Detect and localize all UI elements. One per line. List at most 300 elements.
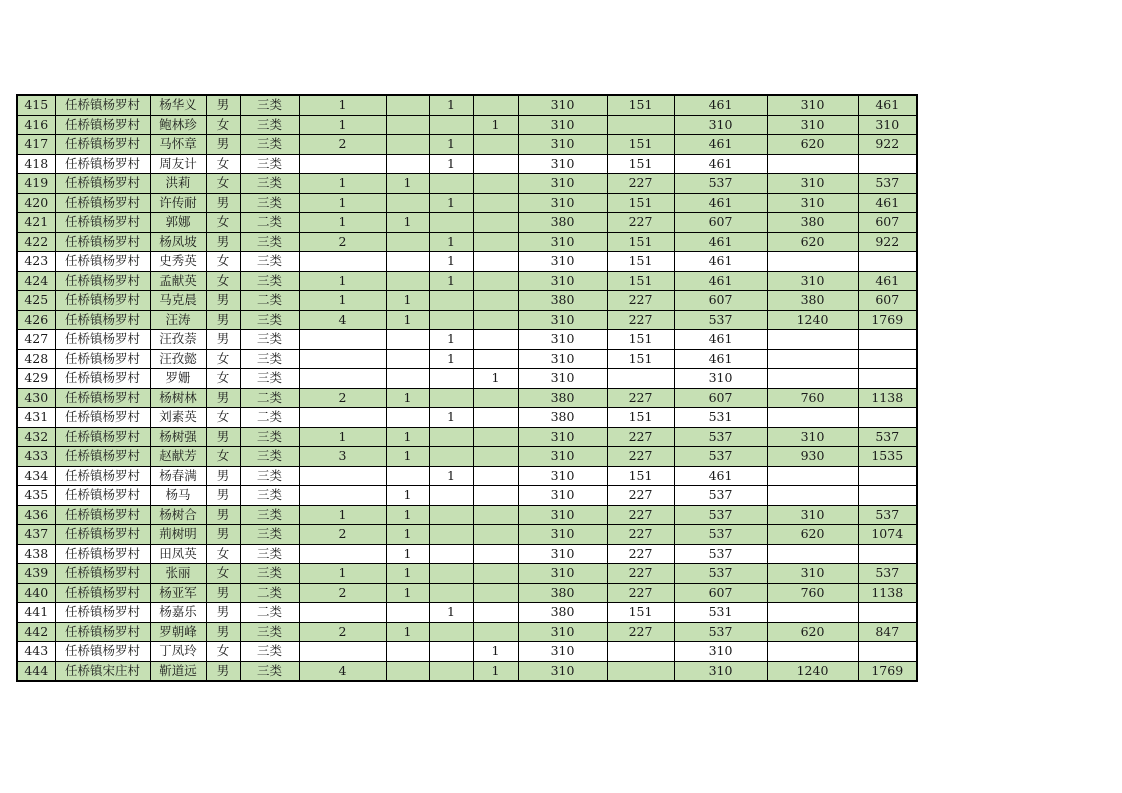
count-col8-cell[interactable]: 1 (429, 349, 473, 369)
amount-col14-cell[interactable]: 537 (858, 174, 917, 194)
count-col6-cell[interactable]: 3 (299, 447, 386, 467)
count-col7-cell[interactable]: 1 (386, 174, 429, 194)
amount-col10-cell[interactable]: 310 (518, 427, 607, 447)
count-col9-cell[interactable] (473, 622, 518, 642)
amount-col14-cell[interactable] (858, 544, 917, 564)
amount-col11-cell[interactable] (607, 369, 674, 389)
name-cell[interactable]: 荊树明 (150, 525, 206, 545)
name-cell[interactable]: 赵献芳 (150, 447, 206, 467)
village-cell[interactable]: 任桥镇杨罗村 (55, 174, 150, 194)
village-cell[interactable]: 任桥镇杨罗村 (55, 466, 150, 486)
count-col6-cell[interactable] (299, 252, 386, 272)
village-cell[interactable]: 任桥镇杨罗村 (55, 135, 150, 155)
count-col9-cell[interactable] (473, 291, 518, 311)
amount-col13-cell[interactable]: 1240 (767, 661, 858, 681)
gender-cell[interactable]: 女 (206, 564, 240, 584)
amount-col14-cell[interactable]: 310 (858, 115, 917, 135)
amount-col10-cell[interactable]: 380 (518, 291, 607, 311)
count-col8-cell[interactable]: 1 (429, 95, 473, 115)
amount-col13-cell[interactable]: 310 (767, 271, 858, 291)
gender-cell[interactable]: 女 (206, 271, 240, 291)
amount-col10-cell[interactable]: 310 (518, 154, 607, 174)
count-col9-cell[interactable] (473, 486, 518, 506)
amount-col11-cell[interactable]: 151 (607, 135, 674, 155)
amount-col13-cell[interactable]: 620 (767, 135, 858, 155)
category-cell[interactable]: 二类 (240, 213, 299, 233)
amount-col10-cell[interactable]: 310 (518, 330, 607, 350)
name-cell[interactable]: 汪孜懿 (150, 349, 206, 369)
category-cell[interactable]: 三类 (240, 154, 299, 174)
gender-cell[interactable]: 男 (206, 486, 240, 506)
count-col6-cell[interactable] (299, 603, 386, 623)
amount-col10-cell[interactable]: 310 (518, 486, 607, 506)
count-col7-cell[interactable] (386, 466, 429, 486)
count-col6-cell[interactable]: 1 (299, 115, 386, 135)
amount-col12-cell[interactable]: 607 (674, 388, 767, 408)
name-cell[interactable]: 靳道远 (150, 661, 206, 681)
name-cell[interactable]: 杨嘉乐 (150, 603, 206, 623)
gender-cell[interactable]: 女 (206, 408, 240, 428)
count-col7-cell[interactable] (386, 252, 429, 272)
category-cell[interactable]: 三类 (240, 525, 299, 545)
category-cell[interactable]: 三类 (240, 564, 299, 584)
name-cell[interactable]: 汪孜萘 (150, 330, 206, 350)
count-col8-cell[interactable]: 1 (429, 252, 473, 272)
village-cell[interactable]: 任桥镇杨罗村 (55, 622, 150, 642)
amount-col12-cell[interactable]: 461 (674, 95, 767, 115)
amount-col10-cell[interactable]: 310 (518, 174, 607, 194)
amount-col13-cell[interactable]: 310 (767, 427, 858, 447)
amount-col11-cell[interactable]: 151 (607, 408, 674, 428)
count-col8-cell[interactable]: 1 (429, 603, 473, 623)
village-cell[interactable]: 任桥镇杨罗村 (55, 115, 150, 135)
count-col7-cell[interactable]: 1 (386, 505, 429, 525)
amount-col12-cell[interactable]: 607 (674, 291, 767, 311)
count-col9-cell[interactable] (473, 174, 518, 194)
count-col9-cell[interactable] (473, 135, 518, 155)
gender-cell[interactable]: 女 (206, 154, 240, 174)
amount-col13-cell[interactable] (767, 252, 858, 272)
count-col8-cell[interactable] (429, 310, 473, 330)
count-col8-cell[interactable] (429, 115, 473, 135)
gender-cell[interactable]: 男 (206, 193, 240, 213)
count-col9-cell[interactable] (473, 466, 518, 486)
amount-col12-cell[interactable]: 537 (674, 310, 767, 330)
village-cell[interactable]: 任桥镇杨罗村 (55, 447, 150, 467)
amount-col12-cell[interactable]: 607 (674, 583, 767, 603)
village-cell[interactable]: 任桥镇杨罗村 (55, 271, 150, 291)
amount-col10-cell[interactable]: 310 (518, 525, 607, 545)
count-col6-cell[interactable]: 1 (299, 271, 386, 291)
village-cell[interactable]: 任桥镇杨罗村 (55, 642, 150, 662)
amount-col10-cell[interactable]: 310 (518, 505, 607, 525)
amount-col11-cell[interactable]: 151 (607, 271, 674, 291)
amount-col14-cell[interactable]: 1769 (858, 310, 917, 330)
name-cell[interactable]: 史秀英 (150, 252, 206, 272)
amount-col11-cell[interactable]: 227 (607, 544, 674, 564)
amount-col14-cell[interactable]: 922 (858, 135, 917, 155)
amount-col11-cell[interactable]: 227 (607, 427, 674, 447)
name-cell[interactable]: 杨树强 (150, 427, 206, 447)
index-cell[interactable]: 439 (17, 564, 55, 584)
amount-col11-cell[interactable]: 151 (607, 330, 674, 350)
amount-col14-cell[interactable]: 1769 (858, 661, 917, 681)
amount-col13-cell[interactable] (767, 369, 858, 389)
village-cell[interactable]: 任桥镇杨罗村 (55, 213, 150, 233)
amount-col11-cell[interactable]: 227 (607, 310, 674, 330)
gender-cell[interactable]: 男 (206, 603, 240, 623)
count-col8-cell[interactable] (429, 291, 473, 311)
count-col8-cell[interactable] (429, 544, 473, 564)
gender-cell[interactable]: 女 (206, 213, 240, 233)
amount-col14-cell[interactable]: 847 (858, 622, 917, 642)
amount-col12-cell[interactable]: 461 (674, 252, 767, 272)
count-col6-cell[interactable] (299, 154, 386, 174)
name-cell[interactable]: 罗朝峰 (150, 622, 206, 642)
amount-col10-cell[interactable]: 380 (518, 603, 607, 623)
count-col7-cell[interactable] (386, 95, 429, 115)
count-col9-cell[interactable]: 1 (473, 369, 518, 389)
amount-col11-cell[interactable]: 151 (607, 232, 674, 252)
count-col9-cell[interactable] (473, 193, 518, 213)
amount-col14-cell[interactable]: 537 (858, 427, 917, 447)
name-cell[interactable]: 丁凤玲 (150, 642, 206, 662)
gender-cell[interactable]: 男 (206, 525, 240, 545)
category-cell[interactable]: 三类 (240, 642, 299, 662)
count-col8-cell[interactable] (429, 564, 473, 584)
amount-col14-cell[interactable]: 1138 (858, 583, 917, 603)
village-cell[interactable]: 任桥镇杨罗村 (55, 525, 150, 545)
category-cell[interactable]: 三类 (240, 622, 299, 642)
gender-cell[interactable]: 男 (206, 622, 240, 642)
gender-cell[interactable]: 女 (206, 447, 240, 467)
count-col8-cell[interactable]: 1 (429, 271, 473, 291)
count-col9-cell[interactable] (473, 525, 518, 545)
amount-col12-cell[interactable]: 461 (674, 271, 767, 291)
gender-cell[interactable]: 男 (206, 135, 240, 155)
gender-cell[interactable]: 女 (206, 115, 240, 135)
amount-col12-cell[interactable]: 531 (674, 603, 767, 623)
amount-col10-cell[interactable]: 310 (518, 622, 607, 642)
category-cell[interactable]: 二类 (240, 583, 299, 603)
gender-cell[interactable]: 女 (206, 252, 240, 272)
count-col7-cell[interactable] (386, 154, 429, 174)
index-cell[interactable]: 415 (17, 95, 55, 115)
index-cell[interactable]: 436 (17, 505, 55, 525)
amount-col14-cell[interactable] (858, 642, 917, 662)
amount-col13-cell[interactable]: 380 (767, 291, 858, 311)
count-col9-cell[interactable]: 1 (473, 642, 518, 662)
count-col7-cell[interactable]: 1 (386, 291, 429, 311)
name-cell[interactable]: 马克晨 (150, 291, 206, 311)
amount-col12-cell[interactable]: 537 (674, 174, 767, 194)
amount-col10-cell[interactable]: 310 (518, 135, 607, 155)
gender-cell[interactable]: 男 (206, 330, 240, 350)
category-cell[interactable]: 三类 (240, 369, 299, 389)
count-col8-cell[interactable] (429, 447, 473, 467)
amount-col13-cell[interactable]: 310 (767, 115, 858, 135)
count-col7-cell[interactable]: 1 (386, 622, 429, 642)
category-cell[interactable]: 三类 (240, 544, 299, 564)
category-cell[interactable]: 三类 (240, 271, 299, 291)
index-cell[interactable]: 431 (17, 408, 55, 428)
index-cell[interactable]: 421 (17, 213, 55, 233)
count-col9-cell[interactable] (473, 408, 518, 428)
amount-col13-cell[interactable] (767, 544, 858, 564)
amount-col13-cell[interactable] (767, 349, 858, 369)
count-col6-cell[interactable] (299, 544, 386, 564)
amount-col10-cell[interactable]: 310 (518, 252, 607, 272)
category-cell[interactable]: 三类 (240, 447, 299, 467)
count-col6-cell[interactable]: 1 (299, 427, 386, 447)
village-cell[interactable]: 任桥镇杨罗村 (55, 486, 150, 506)
amount-col10-cell[interactable]: 310 (518, 349, 607, 369)
count-col9-cell[interactable]: 1 (473, 115, 518, 135)
count-col6-cell[interactable]: 4 (299, 310, 386, 330)
amount-col12-cell[interactable]: 461 (674, 349, 767, 369)
index-cell[interactable]: 428 (17, 349, 55, 369)
amount-col10-cell[interactable]: 310 (518, 232, 607, 252)
count-col6-cell[interactable] (299, 349, 386, 369)
index-cell[interactable]: 437 (17, 525, 55, 545)
village-cell[interactable]: 任桥镇杨罗村 (55, 349, 150, 369)
count-col7-cell[interactable] (386, 115, 429, 135)
count-col8-cell[interactable] (429, 369, 473, 389)
count-col6-cell[interactable]: 1 (299, 193, 386, 213)
amount-col12-cell[interactable]: 461 (674, 466, 767, 486)
name-cell[interactable]: 杨树林 (150, 388, 206, 408)
count-col7-cell[interactable]: 1 (386, 447, 429, 467)
count-col7-cell[interactable] (386, 135, 429, 155)
amount-col14-cell[interactable] (858, 369, 917, 389)
amount-col13-cell[interactable]: 620 (767, 525, 858, 545)
count-col7-cell[interactable]: 1 (386, 213, 429, 233)
amount-col10-cell[interactable]: 310 (518, 661, 607, 681)
village-cell[interactable]: 任桥镇杨罗村 (55, 564, 150, 584)
count-col7-cell[interactable]: 1 (386, 388, 429, 408)
amount-col11-cell[interactable] (607, 115, 674, 135)
name-cell[interactable]: 田凤英 (150, 544, 206, 564)
count-col8-cell[interactable] (429, 583, 473, 603)
category-cell[interactable]: 二类 (240, 408, 299, 428)
amount-col12-cell[interactable]: 461 (674, 193, 767, 213)
category-cell[interactable]: 三类 (240, 486, 299, 506)
count-col6-cell[interactable]: 4 (299, 661, 386, 681)
amount-col13-cell[interactable]: 310 (767, 193, 858, 213)
count-col8-cell[interactable]: 1 (429, 135, 473, 155)
name-cell[interactable]: 洪莉 (150, 174, 206, 194)
category-cell[interactable]: 二类 (240, 388, 299, 408)
index-cell[interactable]: 418 (17, 154, 55, 174)
count-col7-cell[interactable]: 1 (386, 486, 429, 506)
count-col9-cell[interactable] (473, 213, 518, 233)
village-cell[interactable]: 任桥镇杨罗村 (55, 388, 150, 408)
count-col7-cell[interactable]: 1 (386, 525, 429, 545)
gender-cell[interactable]: 女 (206, 369, 240, 389)
count-col7-cell[interactable]: 1 (386, 544, 429, 564)
count-col6-cell[interactable]: 1 (299, 174, 386, 194)
category-cell[interactable]: 三类 (240, 232, 299, 252)
amount-col11-cell[interactable]: 227 (607, 525, 674, 545)
name-cell[interactable]: 周友计 (150, 154, 206, 174)
amount-col12-cell[interactable]: 310 (674, 369, 767, 389)
count-col6-cell[interactable]: 1 (299, 564, 386, 584)
amount-col14-cell[interactable]: 537 (858, 564, 917, 584)
amount-col13-cell[interactable]: 1240 (767, 310, 858, 330)
amount-col10-cell[interactable]: 310 (518, 95, 607, 115)
count-col9-cell[interactable] (473, 603, 518, 623)
count-col7-cell[interactable]: 1 (386, 310, 429, 330)
village-cell[interactable]: 任桥镇杨罗村 (55, 232, 150, 252)
amount-col10-cell[interactable]: 310 (518, 271, 607, 291)
count-col9-cell[interactable] (473, 505, 518, 525)
count-col7-cell[interactable]: 1 (386, 427, 429, 447)
village-cell[interactable]: 任桥镇杨罗村 (55, 252, 150, 272)
index-cell[interactable]: 433 (17, 447, 55, 467)
amount-col13-cell[interactable] (767, 154, 858, 174)
count-col8-cell[interactable]: 1 (429, 154, 473, 174)
category-cell[interactable]: 三类 (240, 135, 299, 155)
count-col6-cell[interactable] (299, 330, 386, 350)
amount-col10-cell[interactable]: 380 (518, 388, 607, 408)
count-col6-cell[interactable] (299, 466, 386, 486)
amount-col12-cell[interactable]: 461 (674, 232, 767, 252)
count-col9-cell[interactable] (473, 95, 518, 115)
amount-col12-cell[interactable]: 537 (674, 544, 767, 564)
village-cell[interactable]: 任桥镇杨罗村 (55, 154, 150, 174)
amount-col13-cell[interactable]: 760 (767, 583, 858, 603)
count-col6-cell[interactable] (299, 486, 386, 506)
count-col6-cell[interactable] (299, 642, 386, 662)
category-cell[interactable]: 二类 (240, 291, 299, 311)
amount-col11-cell[interactable] (607, 661, 674, 681)
count-col9-cell[interactable] (473, 232, 518, 252)
amount-col14-cell[interactable]: 461 (858, 271, 917, 291)
gender-cell[interactable]: 女 (206, 642, 240, 662)
category-cell[interactable]: 三类 (240, 115, 299, 135)
village-cell[interactable]: 任桥镇杨罗村 (55, 95, 150, 115)
amount-col11-cell[interactable]: 227 (607, 486, 674, 506)
index-cell[interactable]: 416 (17, 115, 55, 135)
amount-col14-cell[interactable] (858, 349, 917, 369)
count-col6-cell[interactable]: 2 (299, 232, 386, 252)
gender-cell[interactable]: 男 (206, 583, 240, 603)
village-cell[interactable]: 任桥镇杨罗村 (55, 193, 150, 213)
category-cell[interactable]: 三类 (240, 661, 299, 681)
amount-col11-cell[interactable] (607, 642, 674, 662)
count-col7-cell[interactable]: 1 (386, 583, 429, 603)
amount-col11-cell[interactable]: 151 (607, 466, 674, 486)
amount-col11-cell[interactable]: 227 (607, 174, 674, 194)
category-cell[interactable]: 三类 (240, 349, 299, 369)
gender-cell[interactable]: 女 (206, 174, 240, 194)
village-cell[interactable]: 任桥镇杨罗村 (55, 427, 150, 447)
gender-cell[interactable]: 男 (206, 466, 240, 486)
amount-col10-cell[interactable]: 310 (518, 310, 607, 330)
amount-col14-cell[interactable]: 461 (858, 193, 917, 213)
amount-col14-cell[interactable]: 537 (858, 505, 917, 525)
count-col7-cell[interactable]: 1 (386, 564, 429, 584)
count-col9-cell[interactable] (473, 583, 518, 603)
count-col9-cell[interactable] (473, 310, 518, 330)
count-col7-cell[interactable] (386, 661, 429, 681)
village-cell[interactable]: 任桥镇杨罗村 (55, 544, 150, 564)
amount-col12-cell[interactable]: 537 (674, 486, 767, 506)
category-cell[interactable]: 三类 (240, 466, 299, 486)
amount-col14-cell[interactable]: 1138 (858, 388, 917, 408)
amount-col14-cell[interactable] (858, 408, 917, 428)
village-cell[interactable]: 任桥镇杨罗村 (55, 310, 150, 330)
gender-cell[interactable]: 男 (206, 310, 240, 330)
category-cell[interactable]: 三类 (240, 174, 299, 194)
index-cell[interactable]: 444 (17, 661, 55, 681)
amount-col14-cell[interactable] (858, 486, 917, 506)
name-cell[interactable]: 郭娜 (150, 213, 206, 233)
count-col9-cell[interactable] (473, 564, 518, 584)
count-col9-cell[interactable] (473, 544, 518, 564)
amount-col12-cell[interactable]: 461 (674, 330, 767, 350)
village-cell[interactable]: 任桥镇宋庄村 (55, 661, 150, 681)
amount-col10-cell[interactable]: 310 (518, 564, 607, 584)
amount-col12-cell[interactable]: 310 (674, 661, 767, 681)
amount-col13-cell[interactable]: 930 (767, 447, 858, 467)
gender-cell[interactable]: 男 (206, 661, 240, 681)
amount-col11-cell[interactable]: 227 (607, 388, 674, 408)
count-col7-cell[interactable] (386, 349, 429, 369)
name-cell[interactable]: 汪涛 (150, 310, 206, 330)
gender-cell[interactable]: 男 (206, 291, 240, 311)
count-col8-cell[interactable]: 1 (429, 232, 473, 252)
amount-col12-cell[interactable]: 537 (674, 525, 767, 545)
count-col6-cell[interactable]: 2 (299, 135, 386, 155)
index-cell[interactable]: 423 (17, 252, 55, 272)
name-cell[interactable]: 杨凤坡 (150, 232, 206, 252)
amount-col11-cell[interactable]: 227 (607, 213, 674, 233)
amount-col12-cell[interactable]: 537 (674, 622, 767, 642)
gender-cell[interactable]: 男 (206, 232, 240, 252)
amount-col12-cell[interactable]: 607 (674, 213, 767, 233)
amount-col14-cell[interactable]: 922 (858, 232, 917, 252)
amount-col14-cell[interactable] (858, 603, 917, 623)
amount-col14-cell[interactable] (858, 252, 917, 272)
category-cell[interactable]: 三类 (240, 330, 299, 350)
count-col7-cell[interactable] (386, 193, 429, 213)
count-col7-cell[interactable] (386, 642, 429, 662)
amount-col10-cell[interactable]: 380 (518, 408, 607, 428)
amount-col12-cell[interactable]: 461 (674, 135, 767, 155)
amount-col11-cell[interactable]: 151 (607, 349, 674, 369)
amount-col11-cell[interactable]: 151 (607, 95, 674, 115)
village-cell[interactable]: 任桥镇杨罗村 (55, 330, 150, 350)
amount-col11-cell[interactable]: 227 (607, 583, 674, 603)
amount-col10-cell[interactable]: 310 (518, 447, 607, 467)
count-col7-cell[interactable] (386, 271, 429, 291)
amount-col13-cell[interactable] (767, 642, 858, 662)
amount-col13-cell[interactable]: 310 (767, 505, 858, 525)
count-col8-cell[interactable] (429, 174, 473, 194)
count-col8-cell[interactable]: 1 (429, 330, 473, 350)
amount-col13-cell[interactable] (767, 330, 858, 350)
village-cell[interactable]: 任桥镇杨罗村 (55, 505, 150, 525)
village-cell[interactable]: 任桥镇杨罗村 (55, 583, 150, 603)
amount-col12-cell[interactable]: 310 (674, 115, 767, 135)
index-cell[interactable]: 438 (17, 544, 55, 564)
amount-col13-cell[interactable] (767, 603, 858, 623)
index-cell[interactable]: 441 (17, 603, 55, 623)
amount-col13-cell[interactable]: 310 (767, 564, 858, 584)
gender-cell[interactable]: 男 (206, 427, 240, 447)
count-col9-cell[interactable] (473, 154, 518, 174)
